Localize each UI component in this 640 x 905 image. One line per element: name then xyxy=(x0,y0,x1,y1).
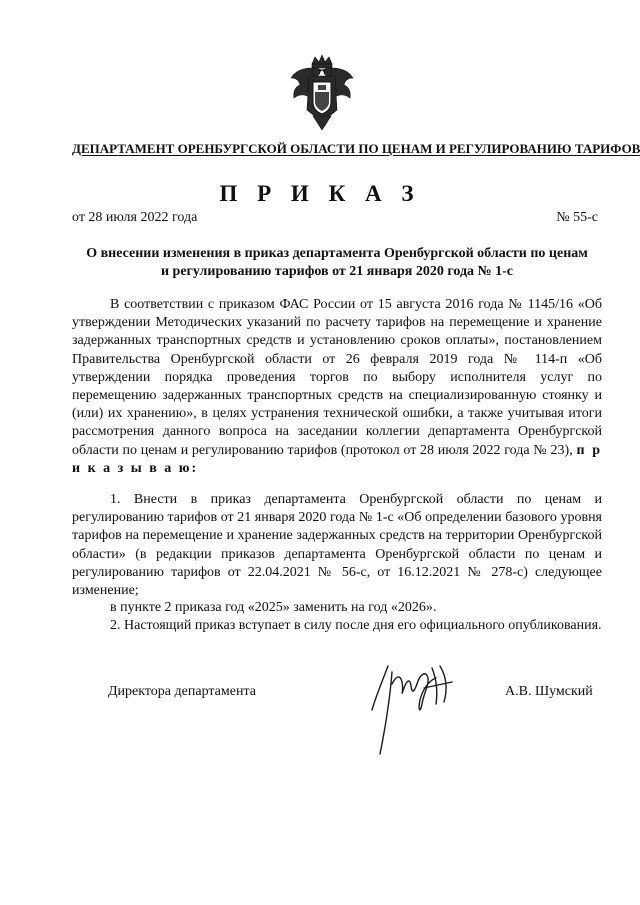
preamble-paragraph xyxy=(72,296,602,478)
document-title: П Р И К А З xyxy=(219,181,421,206)
preamble-text: В соответствии с приказом ФАС России от 15 августа 2016 года № 1145/16 «Об утверждении Методических указаний по расчету тарифов на перемещение и хранение задержанных транспортных средств и установлению сроков оплаты», постановлением Правительства Оренбургской области от 26 февраля 2019 года № 114-п «Об утверждении порядка проведения торгов по выбору исполнителя услуг по перемещению задержанных транспортных средств на специализированную стоянку и (или) их хранению», в целях устранения технической ошибки, а также учитывая итоги рассмотрения данного вопроса на заседании коллегии департамента Оренбургской области по ценам и регулированию тарифов (протокол от 28 июля 2022 года № 23), xyxy=(72,297,602,458)
item-2-paragraph: 2. Настоящий приказ вступает в силу после дня его официального опубликования. xyxy=(110,618,602,633)
item-1-change-paragraph: в пункте 2 приказа год «2025» заменить на год «2026». xyxy=(110,600,437,615)
subject-line-2: и регулированию тарифов от 21 января 2020 года № 1-с xyxy=(160,264,513,279)
order-date: от 28 июля 2022 года xyxy=(72,210,198,225)
signatory-position: Директора департамента xyxy=(108,684,256,699)
signatory-name: А.В. Шумский xyxy=(505,684,593,699)
coat-of-arms-emblem-icon xyxy=(287,52,357,134)
order-subject xyxy=(72,245,602,281)
order-number: № 55-с xyxy=(556,210,598,225)
subject-line-1: О внесении изменения в приказ департамента Оренбургской области по ценам xyxy=(86,246,588,261)
department-header: ДЕПАРТАМЕНТ ОРЕНБУРГСКОЙ ОБЛАСТИ ПО ЦЕНАМ И РЕГУЛИРОВАНИЮ ТАРИФОВ xyxy=(72,141,640,156)
order-word: п р и к а з ы в а ю: xyxy=(72,442,603,476)
handwritten-signature-icon xyxy=(366,658,462,758)
item-1-paragraph: 1. Внести в приказ департамента Оренбургской области по ценам и регулированию тарифов от 21 января 2020 года № 1-с «Об определении базового уровня тарифов на перемещение и хранение задержанных средств на территории Оренбургской области» (в редакции приказов департамента Оренбургской области по ценам и регулированию тарифов от 22.04.2021 № 56-с, от 16.12.2021 № 278-с) следующее изменение; xyxy=(72,492,602,599)
